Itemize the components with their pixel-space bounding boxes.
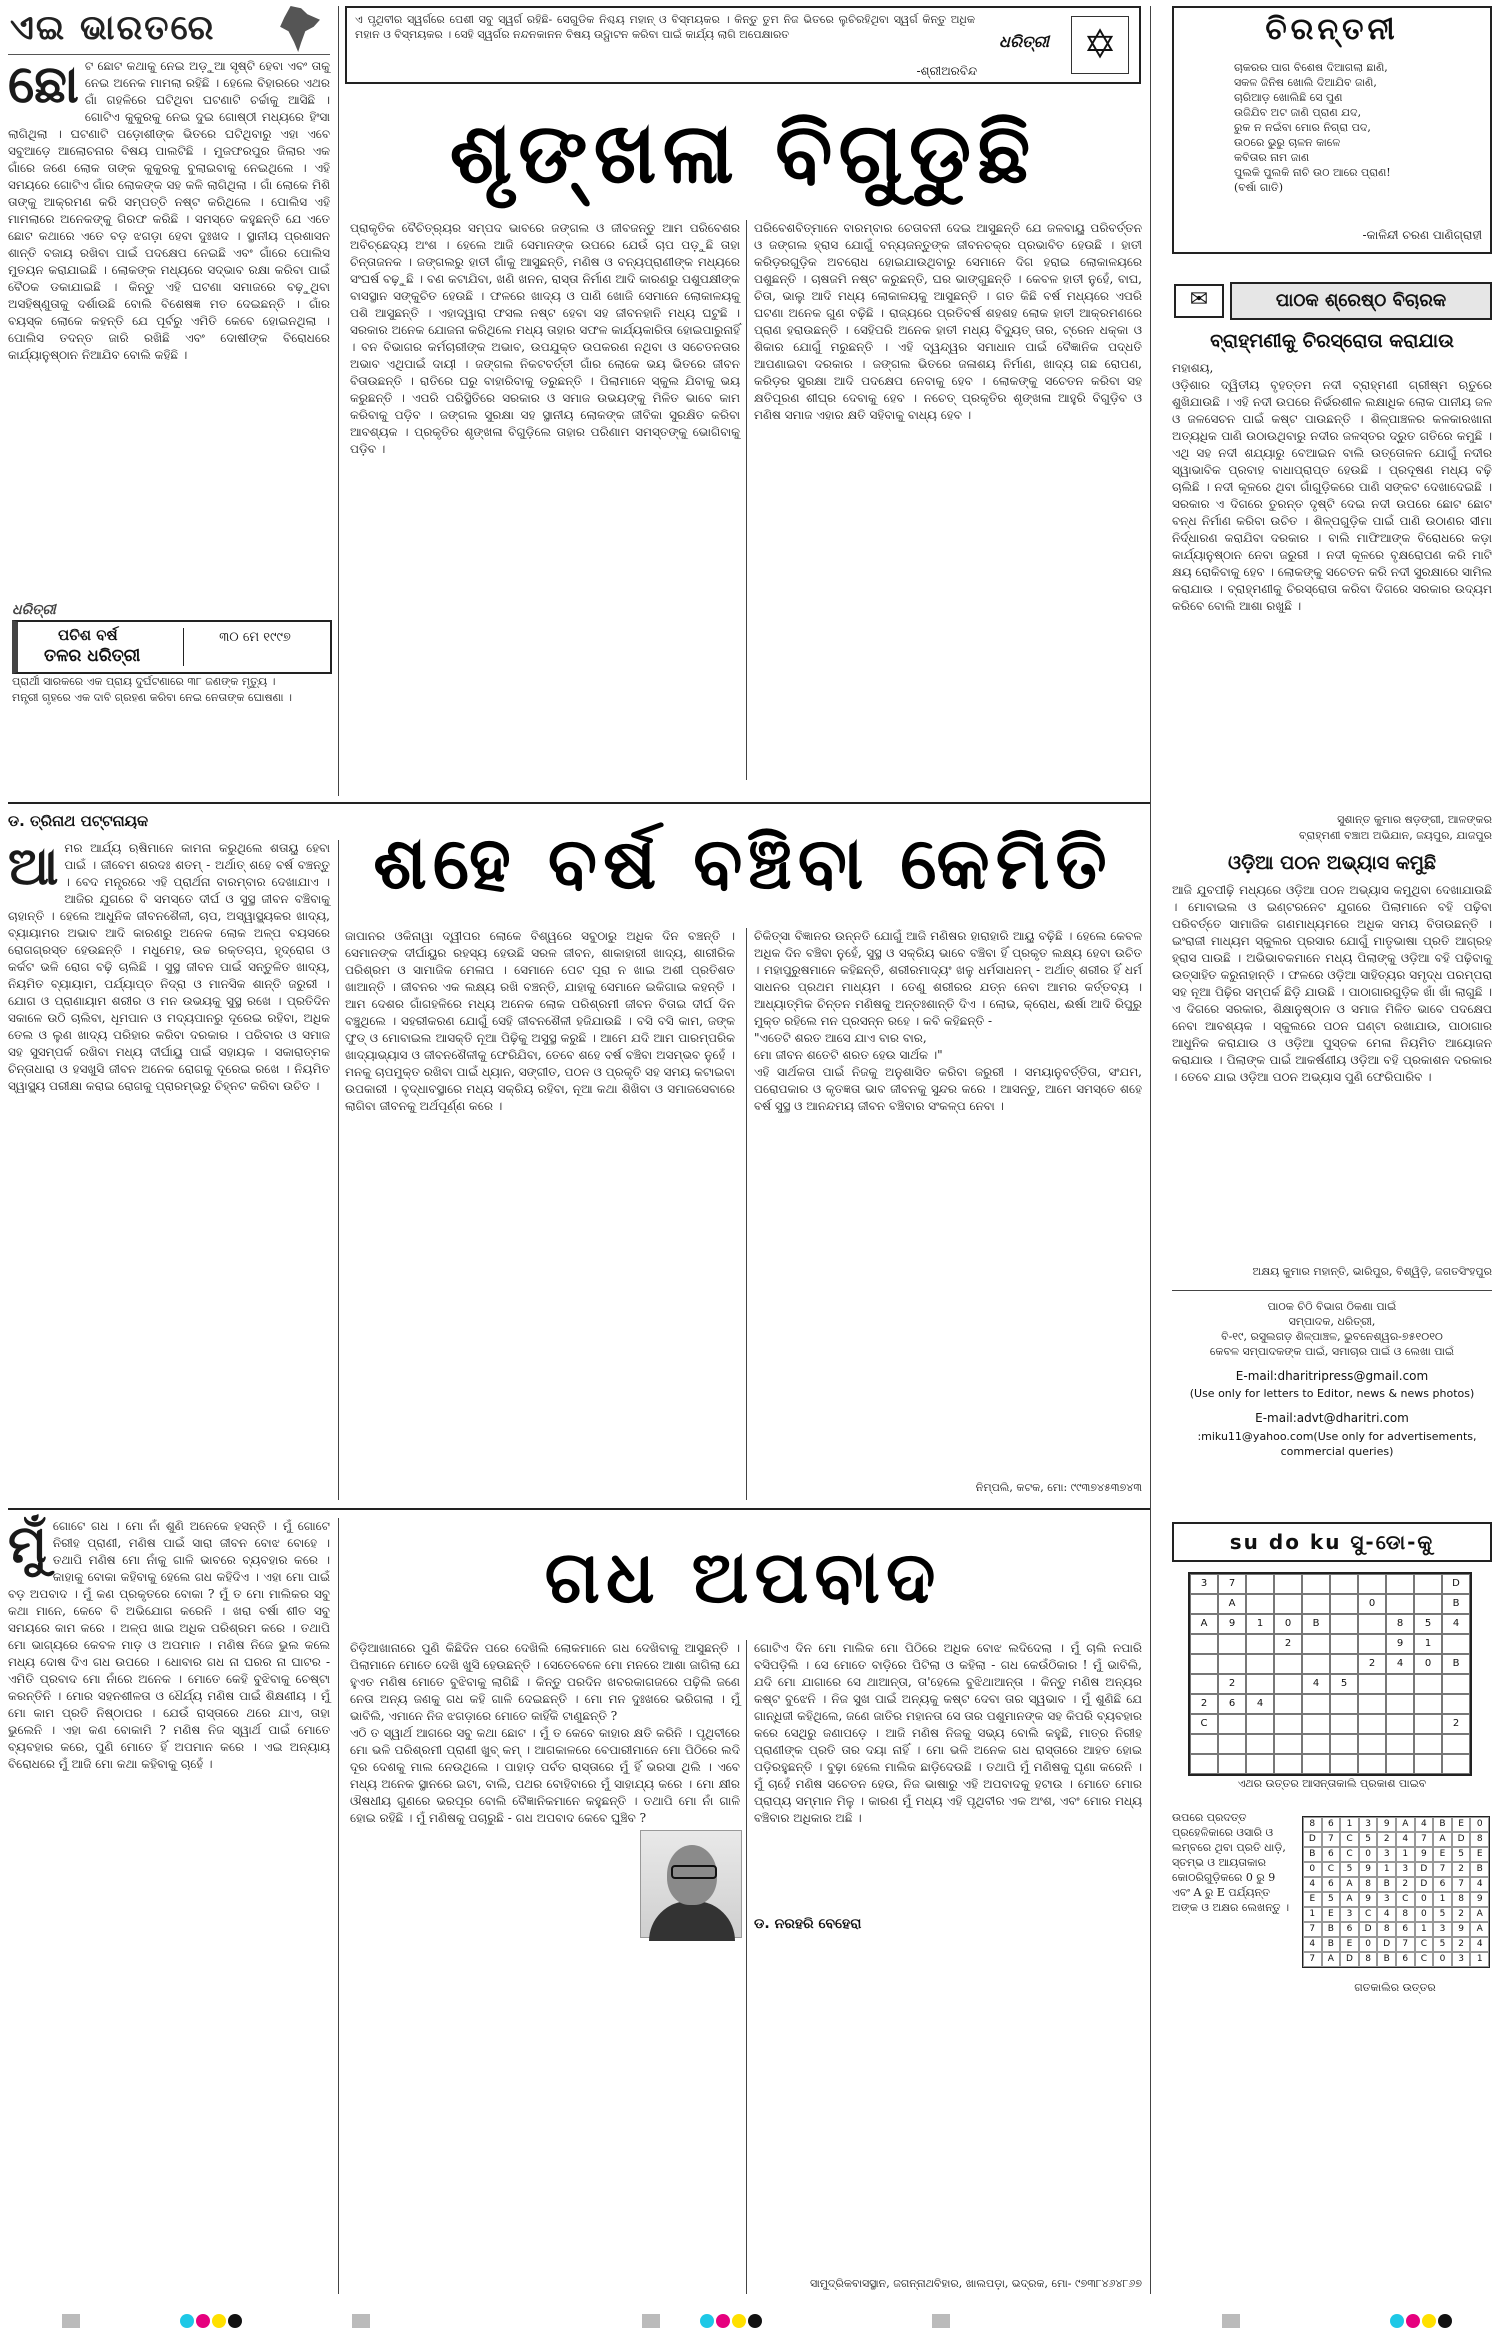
solution-cell: 9: [1452, 1922, 1471, 1937]
sudoku-cell[interactable]: [1358, 1714, 1386, 1734]
print-mark-4: [932, 2314, 950, 2328]
contact-email-one[interactable]: E-mail:dharitripress@gmail.com: [1235, 1369, 1429, 1383]
sudoku-cell[interactable]: [1274, 1574, 1302, 1594]
sudoku-cell[interactable]: [1414, 1574, 1442, 1594]
sudoku-cell[interactable]: [1218, 1734, 1246, 1754]
column-rule-7: [746, 1640, 747, 2294]
solution-cell: 1: [1396, 1847, 1415, 1862]
solution-cell: 8: [1396, 1907, 1415, 1922]
solution-cell: A: [1470, 1907, 1489, 1922]
letter-two-title: ଓଡ଼ିଆ ପଠନ ଅଭ୍ୟାସ କମୁଛି: [1227, 852, 1437, 874]
sudoku-cell[interactable]: [1414, 1754, 1442, 1774]
sudoku-cell[interactable]: [1386, 1674, 1414, 1694]
solution-cell: A: [1340, 1877, 1359, 1892]
sudoku-cell[interactable]: [1190, 1754, 1218, 1774]
sudoku-cell[interactable]: 8: [1386, 1614, 1414, 1634]
solution-cell: 8: [1470, 1832, 1489, 1847]
india-map-icon: [278, 6, 320, 52]
solution-cell: 6: [1396, 1922, 1415, 1937]
sudoku-cell[interactable]: 0: [1274, 1614, 1302, 1634]
solution-cell: 2: [1452, 1862, 1471, 1877]
registration-dot-black-2: [748, 2314, 762, 2328]
registration-dot-black-3: [1438, 2314, 1452, 2328]
solution-cell: 4: [1303, 1937, 1322, 1952]
sudoku-cell[interactable]: 2: [1274, 1634, 1302, 1654]
sudoku-cell[interactable]: [1386, 1574, 1414, 1594]
registration-dot-cyan: [180, 2314, 194, 2328]
sudoku-cell[interactable]: [1218, 1754, 1246, 1774]
chirantani-author: -କାଳିନ୍ଦୀ ଚରଣ ପାଣିଗ୍ରାହୀ: [1362, 228, 1482, 242]
solution-cell: 5: [1433, 1907, 1452, 1922]
chirantani-title: ଚିରନ୍ତନୀ: [1265, 12, 1399, 47]
sudoku-cell[interactable]: [1246, 1594, 1274, 1614]
sudoku-cell[interactable]: 4: [1442, 1614, 1470, 1634]
solution-cell: 8: [1359, 1952, 1378, 1967]
headline-one-title: ଶୃଙ୍ଖଳା ବିଗୁଡୁଛି: [449, 104, 1037, 202]
solution-cell: 9: [1377, 1817, 1396, 1832]
solution-cell: B: [1303, 1847, 1322, 1862]
solution-cell: 5: [1340, 1862, 1359, 1877]
envelope-icon: ✉: [1174, 284, 1224, 318]
sudoku-cell[interactable]: [1414, 1714, 1442, 1734]
letter-two-sign: ଅକ୍ଷୟ କୁମାର ମହାନ୍ତି, ଭାରିପୁର, ବିଶ୍ୱିଡ଼ି, ଜଗତସିଂହପୁର: [1252, 1265, 1492, 1278]
solution-cell: 5: [1322, 1892, 1341, 1907]
sudoku-cell[interactable]: 4: [1246, 1694, 1274, 1714]
solution-cell: B: [1470, 1862, 1489, 1877]
headline-three-title: ଗଧ ଅପବାଦ: [544, 1535, 942, 1619]
sudoku-cell[interactable]: [1386, 1734, 1414, 1754]
solution-cell: 7: [1322, 1832, 1341, 1847]
section-rule-bottom-top: [8, 1508, 1150, 1510]
sudoku-cell[interactable]: [1386, 1694, 1414, 1714]
headline-two-col-one: [8, 837, 334, 1500]
headline-two-title: ଶହେ ବର୍ଷ ବଞ୍ଚିବା କେମିତି: [373, 821, 1113, 905]
sudoku-cell[interactable]: [1442, 1694, 1470, 1714]
sudoku-cell[interactable]: [1386, 1754, 1414, 1774]
solution-cell: D: [1415, 1862, 1434, 1877]
solution-cell: D: [1377, 1937, 1396, 1952]
solution-cell: 3: [1377, 1892, 1396, 1907]
sudoku-cell[interactable]: [1330, 1574, 1358, 1594]
solution-cell: 8: [1303, 1817, 1322, 1832]
solution-cell: D: [1415, 1877, 1434, 1892]
registration-dot-yellow-2: [732, 2314, 746, 2328]
sudoku-cell[interactable]: [1190, 1674, 1218, 1694]
sudoku-cell[interactable]: [1274, 1654, 1302, 1674]
sudoku-cell[interactable]: [1358, 1734, 1386, 1754]
headline-three-col-two: ଚିଡ଼ିଆଖାନାରେ ପୁଣି କିଛିଦିନ ପରେ ଦେଖିଲି ଲୋକମାନେ ଗଧ ଦେଖିବାକୁ ଆସୁଛନ୍ତି । ପିଲାମାନେ ମୋତେ ଦେଖି ଖୁସି ହେଉଛନ୍ତି । ସେତେବେଳେ ମୋ ମନରେ ଆଶା ଜାଗିଲା ଯେ ହୁଏତ ମଣିଷ ମୋତେ ବୁଝିବାକୁ ଲାଗିଛି । କିନ୍ତୁ ପରଦିନ ଖବରକାଗଜରେ ପଢ଼ିଲି ଜଣେ ନେତା ଅନ୍ୟ ଜଣକୁ ଗଧ କହି ଗାଳି ଦେଇଛନ୍ତି । ମୋ ମନ ଦୁଃଖରେ ଭରିଗଲା । ମୁଁ ଭାବିଲି, ଏମାନେ ନିଜ ଝଗଡ଼ାରେ ମୋତେ କାହିଁକି ଟାଣୁଛନ୍ତି ? ଏଠି ତ ସ୍ୱାର୍ଥ ଆଗରେ ସବୁ କଥା ଛୋଟ । ମୁଁ ତ କେବେ କାହାର କ୍ଷତି କରିନି । ପୃଥିବୀରେ ମୋ ଭଳି ପରିଶ୍ରମୀ ପ୍ରାଣୀ ଖୁବ୍ କମ୍ । ଆଗକାଳରେ ବେପାରୀମାନେ ମୋ ପିଠିରେ ଲଦି ଦୂର ଦେଶକୁ ମାଲ ନେଉଥିଲେ । ପାହାଡ଼ ପର୍ବତ ରାସ୍ତାରେ ମୁଁ ହିଁ ଭରସା ଥିଲି । ଏବେ ମଧ୍ୟ ଅନେକ ସ୍ଥାନରେ ଇଟା, ବାଲି, ପଥର ବୋହିବାରେ ମୁଁ ସାହାଯ୍ୟ କରେ । ମୋ କ୍ଷୀର ଔଷଧୀୟ ଗୁଣରେ ଭରପୂର ବୋଲି ବୈଜ୍ଞାନିକମାନେ କହୁଛନ୍ତି । ତଥାପି ମୋ ନାଁ ଗାଳି ହୋଇ ରହିଛି । ମୁଁ ମଣିଷକୁ ପଚାରୁଛି - ଗଧ ଅପବାଦ କେବେ ଘୁଞ୍ଚିବ ?: [350, 1641, 740, 1825]
registration-dot-yellow: [212, 2314, 226, 2328]
solution-cell: 3: [1359, 1817, 1378, 1832]
sudoku-cell[interactable]: [1302, 1594, 1330, 1614]
sudoku-caption: ଏଥର ଉତ୍ତର ଆସନ୍ତାକାଲି ପ୍ରକାଶ ପାଇବ: [1237, 1777, 1427, 1790]
sudoku-cell[interactable]: [1386, 1594, 1414, 1614]
solution-cell: 9: [1415, 1847, 1434, 1862]
solution-cell: 6: [1340, 1922, 1359, 1937]
sudoku-cell[interactable]: [1302, 1694, 1330, 1714]
headline-two-dropcap: ଆ: [8, 837, 59, 897]
solution-cell: E: [1452, 1817, 1471, 1832]
sudoku-cell[interactable]: [1246, 1754, 1274, 1774]
sudoku-cell[interactable]: [1274, 1694, 1302, 1714]
sudoku-cell[interactable]: 4: [1302, 1674, 1330, 1694]
sudoku-cell[interactable]: B: [1302, 1614, 1330, 1634]
sudoku-cell[interactable]: 2: [1190, 1694, 1218, 1714]
solution-cell: 4: [1377, 1907, 1396, 1922]
sudoku-solution-grid: [1302, 1816, 1490, 1968]
sudoku-cell[interactable]: 0: [1358, 1594, 1386, 1614]
sudoku-cell[interactable]: [1246, 1574, 1274, 1594]
sudoku-cell[interactable]: [1414, 1694, 1442, 1714]
flashback-divider: [183, 628, 184, 666]
letter-one-title: ବ୍ରାହ୍ମଣୀକୁ ଚିରସ୍ରୋତା କରାଯାଉ: [1210, 330, 1454, 352]
sudoku-cell[interactable]: 2: [1358, 1654, 1386, 1674]
headline-three-address: ସାମୁଦ୍ରିକବାସସ୍ଥାନ, ଜଗନ୍ନାଥବିହାର, ଖାଲପଡ଼ା, ଭଦ୍ରକ, ମୋ- ୯୭୩୮୪୬୪୮୬୭: [810, 2277, 1142, 2290]
sudoku-cell[interactable]: 0: [1414, 1654, 1442, 1674]
sudoku-cell[interactable]: 2: [1218, 1674, 1246, 1694]
headline-two-byline: ଡ. ତ୍ରିନାଥ ପଟ୍ଟନାୟକ: [8, 812, 149, 830]
solution-cell: 6: [1396, 1952, 1415, 1967]
solution-cell: 0: [1303, 1862, 1322, 1877]
column-rule-6: [338, 1518, 339, 2294]
sudoku-cell[interactable]: 3: [1190, 1574, 1218, 1594]
registration-dot-magenta: [196, 2314, 210, 2328]
sudoku-cell[interactable]: [1274, 1714, 1302, 1734]
sudoku-cell[interactable]: C: [1190, 1714, 1218, 1734]
solution-cell: 0: [1433, 1952, 1452, 1967]
solution-cell: D: [1303, 1832, 1322, 1847]
sudoku-cell[interactable]: [1358, 1634, 1386, 1654]
sudoku-cell[interactable]: A: [1218, 1594, 1246, 1614]
sudoku-cell[interactable]: 6: [1218, 1694, 1246, 1714]
sudoku-cell[interactable]: [1330, 1754, 1358, 1774]
solution-cell: 3: [1377, 1847, 1396, 1862]
headline-three-byline: ଡ. ନରହରି ବେହେରା: [754, 1916, 862, 1932]
column-rule-1: [338, 6, 339, 796]
quote-author: -ଶ୍ରୀଅରବିନ୍ଦ: [916, 64, 977, 78]
sudoku-solution-label: ଗତକାଲିର ଉତ୍ତର: [1354, 1981, 1436, 1994]
sudoku-cell[interactable]: [1274, 1754, 1302, 1774]
solution-cell: 4: [1470, 1877, 1489, 1892]
sudoku-cell[interactable]: [1218, 1654, 1246, 1674]
photo-glasses: [671, 1865, 717, 1879]
sudoku-cell[interactable]: [1246, 1674, 1274, 1694]
sudoku-cell[interactable]: 1: [1414, 1634, 1442, 1654]
sudoku-title: su do ku ସୁ-ଡୋ-କୁ: [1172, 1522, 1492, 1562]
sudoku-cell[interactable]: [1302, 1714, 1330, 1734]
newspaper-logo: ଧରିତ୍ରୀ: [999, 32, 1049, 51]
solution-cell: 9: [1359, 1892, 1378, 1907]
solution-cell: 4: [1470, 1937, 1489, 1952]
solution-cell: C: [1415, 1937, 1434, 1952]
solution-cell: 7: [1415, 1832, 1434, 1847]
sudoku-cell[interactable]: B: [1442, 1654, 1470, 1674]
contact-email-three[interactable]: :miku11@yahoo.com(Use only for advertisements, commercial queries): [1197, 1430, 1477, 1458]
sudoku-cell[interactable]: [1302, 1734, 1330, 1754]
sudoku-cell[interactable]: D: [1442, 1574, 1470, 1594]
sudoku-cell[interactable]: [1246, 1654, 1274, 1674]
solution-cell: 2: [1377, 1832, 1396, 1847]
sudoku-cell[interactable]: [1190, 1654, 1218, 1674]
sudoku-cell[interactable]: [1386, 1714, 1414, 1734]
flashback-label-one: ପଚିଶ ବର୍ଷ: [58, 626, 118, 644]
sudoku-cell[interactable]: [1358, 1614, 1386, 1634]
contact-lines: ପାଠକ ଚିଠି ବିଭାଗ ଠିକଣା ପାଇଁ ସମ୍ପାଦକ, ଧରିତ୍ରୀ, ବି-୧୯, ରସୁଲଗଡ଼ ଶିଳ୍ପାଞ୍ଚଳ, ଭୁବନେଶ୍ୱର-୭୫୧୦୧୦ କେବଳ ସମ୍ପାଦକଙ୍କ ପାଇଁ, ସମାଚାର ପାଇଁ ଓ ଲେଖା ପାଇଁ: [1209, 1300, 1455, 1358]
flashback-date: ୩୦ ମେ ୧୯୯୭: [219, 630, 291, 645]
print-mark-5: [1222, 2314, 1240, 2328]
solution-cell: 9: [1470, 1892, 1489, 1907]
solution-cell: 4: [1396, 1832, 1415, 1847]
solution-cell: B: [1377, 1952, 1396, 1967]
print-mark-1: [62, 2314, 80, 2328]
headline-three-dropcap: ମୁଁ: [8, 1515, 47, 1575]
solution-cell: 5: [1359, 1832, 1378, 1847]
column-rule-3: [1150, 6, 1151, 1536]
article-one-dropcap: ଛୋ: [8, 55, 79, 115]
headline-one-col-two: ପରିବେଶବିତ୍ମାନେ ବାରମ୍ବାର ଚେତାବନୀ ଦେଇ ଆସୁଛନ୍ତି ଯେ ଜଳବାୟୁ ପରିବର୍ତ୍ତନ ଓ ଜଙ୍ଗଲ ହ୍ରାସ ଯୋଗୁଁ ବନ୍ୟଜନ୍ତୁଙ୍କ ଜୀବନଚକ୍ର ପ୍ରଭାବିତ ହେଉଛି । ହାତୀ କରିଡ଼ରଗୁଡ଼ିକ ଅବରୋଧ ହୋଇଯାଉଥିବାରୁ ସେମାନେ ଦିଗ ହରାଇ ଲୋକାଳୟରେ ପଶୁଛନ୍ତି । ଚାଷଜମି ନଷ୍ଟ କରୁଛନ୍ତି, ଘର ଭାଙ୍ଗୁଛନ୍ତି । କେବଳ ହାତୀ ନୁହେଁ, ବାଘ, ଚିତା, ଭାଲୁ ଆଦି ମଧ୍ୟ ଲୋକାଳୟକୁ ଆସୁଛନ୍ତି । ଗତ କିଛି ବର୍ଷ ମଧ୍ୟରେ ଏପରି ଘଟଣା ଅନେକ ଗୁଣ ବଢ଼ିଛି । ରାଜ୍ୟରେ ପ୍ରତିବର୍ଷ ଶହଶହ ଲୋକ ହାତୀ ଆକ୍ରମଣରେ ପ୍ରାଣ ହରାଉଛନ୍ତି । ସେହିପରି ଅନେକ ହାତୀ ମଧ୍ୟ ବିଦ୍ୟୁତ୍ ତାର, ଟ୍ରେନ ଧକ୍କା ଓ ଶିକାର ଯୋଗୁଁ ମରୁଛନ୍ତି । ଏହି ଦ୍ୱନ୍ଦ୍ୱର ସମାଧାନ ପାଇଁ ବୈଜ୍ଞାନିକ ପଦ୍ଧତି ଆପଣାଇବା ଦରକାର । ଜଙ୍ଗଲ ଭିତରେ ଜଳାଶୟ ନିର୍ମାଣ, ଖାଦ୍ୟ ଗଛ ରୋପଣ, କରିଡ଼ର ସୁରକ୍ଷା ଆଦି ପଦକ୍ଷେପ ନେବାକୁ ହେବ । ଲୋକଙ୍କୁ ସଚେତନ କରିବା ସହ କ୍ଷତିପୂରଣ ଶୀଘ୍ର ଦେବାକୁ ହେବ । ନଚେତ୍ ପ୍ରକୃତିର ଶୃଙ୍ଖଳା ଆହୁରି ବିଗୁଡ଼ିବ ଓ ମଣିଷ ସମାଜ ଏହାର କ୍ଷତି ସହିବାକୁ ବାଧ୍ୟ ହେବ ।: [754, 221, 1146, 422]
solution-cell: 3: [1433, 1922, 1452, 1937]
solution-cell: 1: [1470, 1952, 1489, 1967]
solution-cell: B: [1377, 1877, 1396, 1892]
solution-cell: B: [1322, 1937, 1341, 1952]
solution-cell: E: [1340, 1937, 1359, 1952]
solution-cell: 8: [1452, 1892, 1471, 1907]
sudoku-cell[interactable]: [1330, 1734, 1358, 1754]
letters-banner-title: ପାଠକ ଶ୍ରେଷ୍ଠ ବିଚାରକ: [1230, 282, 1492, 320]
sudoku-cell[interactable]: 5: [1330, 1674, 1358, 1694]
headline-two-col-two: ଜାପାନର ଓକିନାୱା ଦ୍ୱୀପର ଲୋକେ ବିଶ୍ୱରେ ସବୁଠାରୁ ଅଧିକ ଦିନ ବଞ୍ଚନ୍ତି । ସେମାନଙ୍କ ଦୀର୍ଘାୟୁର ରହସ୍ୟ ହେଉଛି ସରଳ ଜୀବନ, ଶାକାହାରୀ ଖାଦ୍ୟ, ଶାରୀରିକ ପରିଶ୍ରମ ଓ ସାମାଜିକ ମେଳାପ । ସେମାନେ ପେଟ ପୂରା ନ ଖାଇ ଅଶୀ ପ୍ରତିଶତ ଖାଆନ୍ତି । ଜୀବନର ଏକ ଲକ୍ଷ୍ୟ ରଖି ବଞ୍ଚନ୍ତି, ଯାହାକୁ ସେମାନେ ଇକିଗାଇ କହନ୍ତି । ଆମ ଦେଶର ଗାଁଗହଳିରେ ମଧ୍ୟ ଅନେକ ଲୋକ ପରିଶ୍ରମୀ ଜୀବନ ବିତାଇ ଦୀର୍ଘ ଦିନ ବଞ୍ଚୁଥିଲେ । ସହରୀକରଣ ଯୋଗୁଁ ସେହି ଜୀବନଶୈଳୀ ହଜିଯାଉଛି । ବସି ବସି କାମ, ଜଙ୍କ ଫୁଡ୍ ଓ ମୋବାଇଲ ଆସକ୍ତି ନୂଆ ପିଢ଼ିକୁ ଅସୁସ୍ଥ କରୁଛି । ଆମେ ଯଦି ଆମ ପାରମ୍ପରିକ ଖାଦ୍ୟାଭ୍ୟାସ ଓ ଜୀବନଶୈଳୀକୁ ଫେରିଯିବା, ତେବେ ଶହେ ବର୍ଷ ବଞ୍ଚିବା ଅସମ୍ଭବ ନୁହେଁ । ମନକୁ ଚାପମୁକ୍ତ ରଖିବା ପାଇଁ ଧ୍ୟାନ, ସଙ୍ଗୀତ, ପଠନ ଓ ପ୍ରକୃତି ସହ ସମୟ କଟାଇବା ଉପକାରୀ । ବୃଦ୍ଧାବସ୍ଥାରେ ମଧ୍ୟ ସକ୍ରିୟ ରହିବା, ନୂଆ କଥା ଶିଖିବା ଓ ସମାଜସେବାରେ ଲାଗିବା ଜୀବନକୁ ଅର୍ଥପୂର୍ଣ୍ଣ କରେ ।: [345, 929, 739, 1113]
solution-cell: 0: [1359, 1937, 1378, 1952]
solution-cell: A: [1396, 1817, 1415, 1832]
solution-cell: D: [1452, 1832, 1471, 1847]
solution-cell: 2: [1396, 1877, 1415, 1892]
solution-cell: 8: [1359, 1877, 1378, 1892]
solution-cell: 1: [1433, 1892, 1452, 1907]
letter-one-sign-two: ବ୍ରାହ୍ମଣୀ ବଞ୍ଚାଅ ଅଭିଯାନ, ଜୟପୁର, ଯାଜପୁର: [1298, 829, 1492, 842]
registration-dot-cyan-2: [700, 2314, 714, 2328]
chirantani-box: [1172, 6, 1492, 254]
solution-cell: 2: [1452, 1907, 1471, 1922]
solution-cell: B: [1433, 1817, 1452, 1832]
flashback-box: [8, 602, 330, 712]
solution-cell: 2: [1452, 1937, 1471, 1952]
solution-cell: B: [1322, 1922, 1341, 1937]
solution-cell: 5: [1452, 1847, 1471, 1862]
solution-cell: 6: [1322, 1847, 1341, 1862]
solution-cell: 3: [1452, 1952, 1471, 1967]
registration-dot-black: [228, 2314, 242, 2328]
letter-two-body: ଆଜି ଯୁବପୀଢ଼ି ମଧ୍ୟରେ ଓଡ଼ିଆ ପଠନ ଅଭ୍ୟାସ କମୁଥିବା ଦେଖାଯାଉଛି । ମୋବାଇଲ ଓ ଇଣ୍ଟରନେଟ ଯୁଗରେ ପିଲାମାନେ ବହି ପଢ଼ିବା ପରିବର୍ତ୍ତେ ସାମାଜିକ ଗଣମାଧ୍ୟମରେ ଅଧିକ ସମୟ ବିତାଉଛନ୍ତି । ଇଂରାଜୀ ମାଧ୍ୟମ ସ୍କୁଲର ପ୍ରସାର ଯୋଗୁଁ ମାତୃଭାଷା ପ୍ରତି ଆଗ୍ରହ ହ୍ରାସ ପାଉଛି । ଅଭିଭାବକମାନେ ମଧ୍ୟ ପିଲାଙ୍କୁ ଓଡ଼ିଆ ବହି ପଢ଼ିବାକୁ ଉତ୍ସାହିତ କରୁନାହାନ୍ତି । ଫଳରେ ଓଡ଼ିଆ ସାହିତ୍ୟର ସମୃଦ୍ଧ ପରମ୍ପରା ସହ ନୂଆ ପିଢ଼ିର ସମ୍ପର୍କ ଛିଡ଼ି ଯାଉଛି । ପାଠାଗାରଗୁଡ଼ିକ ଖାଁ ଖାଁ ଲାଗୁଛି । ଏ ଦିଗରେ ସରକାର, ଶିକ୍ଷାନୁଷ୍ଠାନ ଓ ସମାଜ ମିଳିତ ଭାବେ ପଦକ୍ଷେପ ନେବା ଆବଶ୍ୟକ । ସ୍କୁଲରେ ପଠନ ଘଣ୍ଟା ରଖାଯାଉ, ପାଠାଗାର ଆଧୁନିକ କରାଯାଉ ଓ ଓଡ଼ିଆ ପୁସ୍ତକ ମେଳା ନିୟମିତ ଆୟୋଜନ କରାଯାଉ । ପିଲାଙ୍କ ପାଇଁ ଆକର୍ଷଣୀୟ ଓଡ଼ିଆ ବହି ପ୍ରକାଶନ ଦରକାର । ତେବେ ଯାଇ ଓଡ଼ିଆ ପଠନ ଅଭ୍ୟାସ ପୁଣି ଫେରିପାରିବ ।: [1172, 883, 1496, 1084]
sudoku-cell[interactable]: [1330, 1694, 1358, 1714]
solution-cell: 4: [1303, 1877, 1322, 1892]
solution-cell: A: [1322, 1952, 1341, 1967]
flashback-item-one: ପ୍ରାର୍ଥୀ ସାରକରେ ଏକ ପ୍ରାୟ ଦୁର୍ଘଟଣାରେ ୩୮ ଜଣଙ୍କ ମୃତ୍ୟୁ ।: [12, 675, 276, 688]
sudoku-cell[interactable]: 4: [1386, 1654, 1414, 1674]
sudoku-cell[interactable]: [1442, 1754, 1470, 1774]
solution-cell: A: [1470, 1922, 1489, 1937]
solution-cell: C: [1322, 1862, 1341, 1877]
solution-cell: 1: [1415, 1922, 1434, 1937]
solution-cell: 4: [1415, 1817, 1434, 1832]
column-rule-8: [1150, 1518, 1151, 2294]
sudoku-cell[interactable]: [1302, 1754, 1330, 1774]
sudoku-cell[interactable]: 1: [1246, 1614, 1274, 1634]
sudoku-cell[interactable]: [1246, 1714, 1274, 1734]
headline-three-col-one-text: ଗୋଟେ ଗଧ । ମୋ ନାଁ ଶୁଣି ଅନେକେ ହସନ୍ତି । ମୁଁ ଗୋଟେ ନିରୀହ ପ୍ରାଣୀ, ମଣିଷ ପାଇଁ ସାରା ଜୀବନ ବୋଝ ବୋହେ । ତଥାପି ମଣିଷ ମୋ ନାଁକୁ ଗାଳି ଭାବରେ ବ୍ୟବହାର କରେ । କାହାକୁ ବୋକା କହିବାକୁ ହେଲେ ଗଧ କହିଦିଏ । ଏହା ମୋ ପାଇଁ ବଡ଼ ଅପବାଦ । ମୁଁ କଣ ପ୍ରକୃତରେ ବୋକା ? ମୁଁ ତ ମୋ ମାଲିକର ସବୁ କଥା ମାନେ, କେବେ ବି ଅଭିଯୋଗ କରେନି । ଖରା ବର୍ଷା ଶୀତ ସବୁ ସମୟରେ କାମ କରେ । ଅଳ୍ପ ଖାଇ ଅଧିକ ପରିଶ୍ରମ କରେ । ତଥାପି ମୋ ଭାଗ୍ୟରେ କେବଳ ମାଡ଼ ଓ ଅପମାନ । ମଣିଷ ନିଜେ ଭୁଲ କଲେ ମଧ୍ୟ ଦୋଷ ଦିଏ ଗଧ ଉପରେ । ଧୋବାର ଗଧ ନା ଘରର ନା ଘାଟର - ଏମିତି ପ୍ରବାଦ ମୋ ନାଁରେ ଅନେକ । ମୋତେ କେହି ବୁଝିବାକୁ ଚେଷ୍ଟା କରନ୍ତିନି । ମୋର ସହନଶୀଳତା ଓ ଧୈର୍ଯ୍ୟ ମଣିଷ ପାଇଁ ଶିକ୍ଷଣୀୟ । ମୁଁ ମୋ କାମ ପ୍ରତି ନିଷ୍ଠାପର । ଯେଉଁ ରାସ୍ତାରେ ଥରେ ଯାଏ, ତାହା ଭୁଲେନି । ଏହା କଣ ବୋକାମି ? ମଣିଷ ନିଜ ସ୍ୱାର୍ଥ ପାଇଁ ମୋତେ ବ୍ୟବହାର କରେ, ପୁଣି ମୋତେ ହିଁ ଅପମାନ କରେ । ଏଇ ଅନ୍ୟାୟ ବିରୋଧରେ ମୁଁ ଆଜି ମୋ କଥା କହିବାକୁ ଚାହେଁ ।: [8, 1519, 334, 1771]
flashback-badge: ଧରିତ୍ରୀ: [12, 602, 56, 618]
flashback-item-two: ମନ୍ତ୍ରୀ ଗୃହରେ ଏକ ଦାବି ଗ୍ରହଣ କରିବା ନେଇ ନେତାଙ୍କ ଘୋଷଣା ।: [12, 691, 292, 704]
solution-cell: E: [1433, 1847, 1452, 1862]
sudoku-cell[interactable]: [1358, 1754, 1386, 1774]
sudoku-cell[interactable]: [1414, 1674, 1442, 1694]
sudoku-cell[interactable]: 2: [1442, 1714, 1470, 1734]
solution-cell: A: [1340, 1892, 1359, 1907]
registration-dot-magenta-2: [716, 2314, 730, 2328]
letters-banner: [1172, 280, 1492, 320]
flashback-label-box: [12, 620, 332, 674]
solution-cell: E: [1322, 1907, 1341, 1922]
headline-two-col-three: ଚିକିତ୍ସା ବିଜ୍ଞାନର ଉନ୍ନତି ଯୋଗୁଁ ଆଜି ମଣିଷର ହାରାହାରି ଆୟୁ ବଢ଼ିଛି । ହେଲେ କେବଳ ଅଧିକ ଦିନ ବଞ୍ଚିବା ନୁହେଁ, ସୁସ୍ଥ ଓ ସକ୍ରିୟ ଭାବେ ବଞ୍ଚିବା ହିଁ ପ୍ରକୃତ ଲକ୍ଷ୍ୟ ହେବା ଉଚିତ । ମହାପୁରୁଷମାନେ କହିଛନ୍ତି, ଶରୀରମାଦ୍ୟଂ ଖଳୁ ଧର୍ମସାଧନମ୍ - ଅର୍ଥାତ୍ ଶରୀର ହିଁ ଧର୍ମ ସାଧନର ପ୍ରଥମ ମାଧ୍ୟମ । ତେଣୁ ଶରୀରର ଯତ୍ନ ନେବା ଆମର କର୍ତ୍ତବ୍ୟ । ଆଧ୍ୟାତ୍ମିକ ଚିନ୍ତନ ମଣିଷକୁ ଅନ୍ତଃଶାନ୍ତି ଦିଏ । ଲୋଭ, କ୍ରୋଧ, ଈର୍ଷା ଆଦି ରିପୁରୁ ମୁକ୍ତ ରହିଲେ ମନ ପ୍ରସନ୍ନ ରହେ । କବି କହିଛନ୍ତି - "ଏତେଟି ଶରତ ଆସେ ଯାଏ ବାର ବାର, ମୋ ଜୀବନ ଶତେଟି ଶରତ ହେଉ ସାର୍ଥକ ।" ଏହି ସାର୍ଥକତା ପାଇଁ ନିଜକୁ ଅନୁଶାସିତ କରିବା ଜରୁରୀ । ସମୟାନୁବର୍ତ୍ତିତା, ସଂଯମ, ପରୋପକାର ଓ କୃତଜ୍ଞତା ଭାବ ଜୀବନକୁ ସୁନ୍ଦର କରେ । ଆସନ୍ତୁ, ଆମେ ସମସ୍ତେ ଶହେ ବର୍ଷ ସୁସ୍ଥ ଓ ଆନନ୍ଦମୟ ଜୀବନ ବଞ୍ଚିବାର ସଂକଳ୍ପ ନେବା ।: [754, 929, 1142, 1113]
solution-cell: 1: [1303, 1907, 1322, 1922]
sudoku-cell[interactable]: 5: [1414, 1614, 1442, 1634]
sudoku-cell[interactable]: 7: [1218, 1574, 1246, 1594]
sudoku-rules: ଉପରେ ପ୍ରଦତ୍ତ ପ୍ରହେଳିକାରେ ଓସାରି ଓ ଲମ୍ବରେ ଥିବା ପ୍ରତି ଧାଡ଼ି, ସ୍ତମ୍ଭ ଓ ଆୟତାକାର କୋଠରିଗୁଡ଼ିକରେ 0 ରୁ 9 ଏବଂ A ରୁ E ପର୍ଯ୍ୟନ୍ତ ଅଙ୍କ ଓ ଅକ୍ଷର ଲେଖନ୍ତୁ ।: [1172, 1811, 1290, 1914]
solution-cell: 9: [1359, 1862, 1378, 1877]
sudoku-cell[interactable]: [1330, 1614, 1358, 1634]
section-masthead: [8, 6, 323, 52]
contact-email-two[interactable]: E-mail:advt@dharitri.com: [1255, 1411, 1409, 1425]
sudoku-cell[interactable]: [1302, 1654, 1330, 1674]
solution-cell: 3: [1340, 1907, 1359, 1922]
star-emblem-icon: ✡: [1071, 16, 1129, 74]
headline-one-col-one: ପ୍ରାକୃତିକ ବୈଚିତ୍ର୍ୟର ସମ୍ପଦ ଭାବରେ ଜଙ୍ଗଲ ଓ ଜୀବଜନ୍ତୁ ଆମ ପରିବେଶର ଅବିଚ୍ଛେଦ୍ୟ ଅଂଶ । ହେଲେ ଆଜି ସେମାନଙ୍କ ଉପରେ ଯେଉଁ ଚାପ ପଡ଼ୁଛି ତାହା ଚିନ୍ତାଜନକ । ଜଙ୍ଗଲରୁ ହାତୀ ଗାଁକୁ ଆସୁଛନ୍ତି, ମଣିଷ ଓ ବନ୍ୟପ୍ରାଣୀଙ୍କ ମଧ୍ୟରେ ସଂଘର୍ଷ ବଢ଼ୁଛି । ବଣ କଟାଯିବା, ଖଣି ଖନନ, ରାସ୍ତା ନିର୍ମାଣ ଆଦି କାରଣରୁ ପଶୁପକ୍ଷୀଙ୍କ ବାସସ୍ଥାନ ସଙ୍କୁଚିତ ହେଉଛି । ଫଳରେ ଖାଦ୍ୟ ଓ ପାଣି ଖୋଜି ସେମାନେ ଲୋକାଳୟକୁ ପଶି ଆସୁଛନ୍ତି । ଏହାଦ୍ୱାରା ଫସଲ ନଷ୍ଟ ହେବା ସହ ଜୀବନହାନି ମଧ୍ୟ ଘଟୁଛି । ସରକାର ଅନେକ ଯୋଜନା କରିଥିଲେ ମଧ୍ୟ ତାହାର ସଫଳ କାର୍ଯ୍ୟକାରିତା ହୋଇପାରୁନାହିଁ । ବନ ବିଭାଗର କର୍ମଚାରୀଙ୍କ ଅଭାବ, ଉପଯୁକ୍ତ ଉପକରଣ ନଥିବା ଓ ସଚେତନତାର ଅଭାବ ଏଥିପାଇଁ ଦାୟୀ । ଜଙ୍ଗଲ ନିକଟବର୍ତ୍ତୀ ଗାଁର ଲୋକେ ଭୟ ଭିତରେ ଜୀବନ ବିତାଉଛନ୍ତି । ରାତିରେ ଘରୁ ବାହାରିବାକୁ ଡରୁଛନ୍ତି । ପିଲାମାନେ ସ୍କୁଲ ଯିବାକୁ ଭୟ କରୁଛନ୍ତି । ଏପରି ପରିସ୍ଥିତିରେ ସରକାର ଓ ସମାଜ ଉଭୟଙ୍କୁ ମିଳିତ ଭାବେ କାମ କରିବାକୁ ପଡ଼ିବ । ଜଙ୍ଗଲ ସୁରକ୍ଷା ସହ ସ୍ଥାନୀୟ ଲୋକଙ୍କ ଜୀବିକା ସୁରକ୍ଷିତ କରିବା ଆବଶ୍ୟକ । ପ୍ରକୃତିର ଶୃଙ୍ଖଳା ବିଗୁଡ଼ିଲେ ତାହାର ପରିଣାମ ସମସ୍ତଙ୍କୁ ଭୋଗିବାକୁ ପଡ଼ିବ ।: [350, 221, 744, 456]
contact-box: [1172, 1290, 1492, 1510]
solution-cell: 7: [1433, 1862, 1452, 1877]
solution-cell: 8: [1377, 1922, 1396, 1937]
sudoku-cell[interactable]: [1358, 1574, 1386, 1594]
letter-one-body: ମହାଶୟ, ଓଡ଼ିଶାର ଦ୍ୱିତୀୟ ବୃହତ୍ତମ ନଦୀ ବ୍ରାହ୍ମଣୀ ଗ୍ରୀଷ୍ମ ଋତୁରେ ଶୁଖିଯାଉଛି । ଏହି ନଦୀ ଉପରେ ନିର୍ଭରଶୀଳ ଲକ୍ଷାଧିକ ଲୋକ ପାନୀୟ ଜଳ ଓ ଜଳସେଚନ ପାଇଁ କଷ୍ଟ ପାଉଛନ୍ତି । ଶିଳ୍ପାଞ୍ଚଳର କଳକାରଖାନା ଅତ୍ୟଧିକ ପାଣି ଉଠାଉଥିବାରୁ ନଦୀର ଜଳସ୍ତର ଦ୍ରୁତ ଗତିରେ କମୁଛି । ଏଥି ସହ ନଦୀ ଶଯ୍ୟାରୁ ବେଆଇନ ବାଲି ଉତ୍ତୋଳନ ଯୋଗୁଁ ନଦୀର ସ୍ୱାଭାବିକ ପ୍ରବାହ ବାଧାପ୍ରାପ୍ତ ହେଉଛି । ପ୍ରଦୂଷଣ ମଧ୍ୟ ବଢ଼ି ଚାଲିଛି । ନଦୀ କୂଳରେ ଥିବା ଗାଁଗୁଡ଼ିକରେ ପାଣି ସଙ୍କଟ ଦେଖାଦେଇଛି । ସରକାର ଏ ଦିଗରେ ତୁରନ୍ତ ଦୃଷ୍ଟି ଦେଇ ନଦୀ ଉପରେ ଛୋଟ ଛୋଟ ବନ୍ଧ ନିର୍ମାଣ କରିବା ଉଚିତ । ଶିଳ୍ପଗୁଡ଼ିକ ପାଇଁ ପାଣି ଉଠାଣର ସୀମା ନିର୍ଦ୍ଧାରଣ କରାଯିବା ଦରକାର । ବାଲି ମାଫିଆଙ୍କ ବିରୋଧରେ କଡ଼ା କାର୍ଯ୍ୟାନୁଷ୍ଠାନ ନେବା ଜରୁରୀ । ନଦୀ କୂଳରେ ବୃକ୍ଷରୋପଣ କରି ମାଟି କ୍ଷୟ ରୋକିବାକୁ ହେବ । ଲୋକଙ୍କୁ ସଚେତନ କରି ନଦୀ ସୁରକ୍ଷାରେ ସାମିଲ କରାଯାଉ । ବ୍ରାହ୍ମଣୀକୁ ଚିରସ୍ରୋତା କରିବା ଦିଗରେ ସରକାର ଉଦ୍ୟମ କରିବେ ବୋଲି ଆଶା ରଖୁଛି ।: [1172, 361, 1492, 613]
solution-cell: D: [1340, 1952, 1359, 1967]
solution-cell: C: [1340, 1832, 1359, 1847]
column-rule-5: [746, 928, 747, 1500]
article-one-text: ଟ ଛୋଟ କଥାକୁ ନେଇ ଅଡ଼ୁଆ ସୃଷ୍ଟି ହେବା ଏବଂ ତାକୁ ନେଇ ଅନେକ ମାମଲା ରହିଛି । ହେଲେ ବିହାରରେ ଏଥର ଗାଁ ଗହଳିରେ ଘଟିଥିବା ଘଟଣାଟି ଚର୍ଚ୍ଚାକୁ ଆସିଛି । ଗୋଟିଏ କୁକୁରକୁ ନେଇ ଦୁଇ ଗୋଷ୍ଠୀ ମଧ୍ୟରେ ହିଂସା ଲାଗିଥିଲା । ଘଟଣାଟି ପଡ଼ୋଶୀଙ୍କ ଭିତରେ ଘଟିଥିବାରୁ ଏହା ଏବେ ସବୁଆଡ଼େ ଆଲୋଚନାର ବିଷୟ ପାଲଟିଛି । ମୁଜଫରପୁର ଜିଲାର ଏକ ଗାଁରେ ଜଣେ ଲୋକ ତାଙ୍କ କୁକୁରକୁ ବୁଲାଇବାକୁ ନେଇଥିଲେ । ଏହି ସମୟରେ ଗୋଟିଏ ଗାଁର ଲୋକଙ୍କ ସହ କଳି ଲାଗିଥିଲା । ଗାଁ ଲୋକେ ମିଶି ତାଙ୍କୁ ଆକ୍ରମଣ କରି ସମ୍ପତ୍ତି ନଷ୍ଟ କରିଥିଲେ । ପୋଲିସ ଏହି ମାମଲାରେ ଅନେକଙ୍କୁ ଗିରଫ କରିଛି । ସମସ୍ତେ କହୁଛନ୍ତି ଯେ ଏତେ ଛୋଟ କଥାରେ ଏତେ ବଡ଼ ଝଗଡ଼ା ହେବା ଦୁଃଖଦ । ସ୍ଥାନୀୟ ପ୍ରଶାସନ ଶାନ୍ତି ବଜାୟ ରଖିବା ପାଇଁ ପଦକ୍ଷେପ ନେଇଛି ଏବଂ ଗାଁରେ ପୋଲିସ ମୁତୟନ କରାଯାଇଛି । ଲୋକଙ୍କ ମଧ୍ୟରେ ସଦ୍ଭାବ ରକ୍ଷା କରିବା ପାଇଁ ବୈଠକ ଡକାଯାଇଛି । କିନ୍ତୁ ଏହି ଘଟଣା ସମାଜରେ ବଢ଼ୁଥିବା ଅସହିଷ୍ଣୁତାକୁ ଦର୍ଶାଉଛି ବୋଲି ବିଶେଷଜ୍ଞ ମତ ଦେଇଛନ୍ତି । ଗାଁର ବୟସ୍କ ଲୋକେ କହନ୍ତି ଯେ ପୂର୍ବରୁ ଏମିତି କେବେ ହୋଇନଥିଲା । ପୋଲିସ ତଦନ୍ତ ଜାରି ରଖିଛି ଏବଂ ଦୋଷୀଙ୍କ ବିରୋଧରେ କାର୍ଯ୍ୟାନୁଷ୍ଠାନ ନିଆଯିବ ବୋଲି କହିଛି ।: [8, 59, 334, 362]
sudoku-cell[interactable]: [1330, 1634, 1358, 1654]
quote-text: ଏ ପୃଥିବୀର ସ୍ୱର୍ଗରେ ପେଶୀ ସବୁ ସ୍ୱର୍ଗ ରହିଛି- ସେଗୁଡିକ ନିଶ୍ଚୟ ମହାନ୍ ଓ ବିସ୍ମୟକର । କିନ୍ତୁ ତୁମ ନିଜ ଭିତରେ ଲୁଚିରହିଥିବା ସ୍ୱର୍ଗ କିନ୍ତୁ ଅଧିକ ମହାନ ଓ ବିସ୍ମୟକର । ସେହି ସ୍ୱର୍ଗର ନନ୍ଦନକାନନ ବିଷୟ ଉଦ୍ଘାଟନ କରିବା ପାଇଁ କାର୍ଯ୍ୟ ଲାଗି ଅପେକ୍ଷାରତ: [355, 13, 979, 41]
print-mark-2: [352, 2314, 370, 2328]
photo-body: [649, 1901, 735, 1941]
sudoku-cell[interactable]: [1414, 1594, 1442, 1614]
solution-cell: C: [1415, 1952, 1434, 1967]
print-mark-3: [642, 2314, 660, 2328]
solution-cell: 7: [1303, 1922, 1322, 1937]
article-one-body: [8, 55, 334, 448]
sudoku-cell[interactable]: [1442, 1674, 1470, 1694]
solution-cell: C: [1340, 1847, 1359, 1862]
headline-three-col-one: [8, 1515, 334, 2294]
solution-cell: 0: [1415, 1892, 1434, 1907]
sudoku-cell[interactable]: [1190, 1734, 1218, 1754]
sudoku-cell[interactable]: [1274, 1594, 1302, 1614]
solution-cell: A: [1433, 1832, 1452, 1847]
flashback-label-two: ତଳର ଧରିତ୍ରୀ: [44, 646, 141, 666]
solution-cell: 6: [1433, 1877, 1452, 1892]
contact-note-one: (Use only for letters to Editor, news & news photos): [1189, 1387, 1475, 1400]
registration-dot-yellow-3: [1422, 2314, 1436, 2328]
headline-three-col-three: ଗୋଟିଏ ଦିନ ମୋ ମାଲିକ ମୋ ପିଠିରେ ଅଧିକ ବୋଝ ଲଦିଦେଲା । ମୁଁ ଚାଲି ନପାରି ବସିପଡ଼ିଲି । ସେ ମୋତେ ବାଡ଼ିରେ ପିଟିଲା ଓ କହିଲା - ଗଧ କେଉଁଠିକାର ! ମୁଁ ଭାବିଲି, ଯଦି ମୋ ଯାଗାରେ ସେ ଥାଆନ୍ତା, ତା'ହେଲେ ବୁଝିଥାଆନ୍ତା । କିନ୍ତୁ ମଣିଷ ଅନ୍ୟର କଷ୍ଟ ବୁଝେନି । ନିଜ ସୁଖ ପାଇଁ ଅନ୍ୟକୁ କଷ୍ଟ ଦେବା ତାର ସ୍ୱଭାବ । ମୁଁ ଶୁଣିଛି ଯେ ଗାନ୍ଧିଜୀ କହିଥିଲେ, ଜଣେ ଜାତିର ମହାନତା ସେ ତାର ପଶୁମାନଙ୍କ ସହ କିପରି ବ୍ୟବହାର କରେ ସେଥିରୁ ଜଣାପଡ଼େ । ଆଜି ମଣିଷ ନିଜକୁ ସଭ୍ୟ ବୋଲି କହୁଛି, ମାତ୍ର ନିରୀହ ପ୍ରାଣୀଙ୍କ ପ୍ରତି ତାର ଦୟା ନାହିଁ । ମୋ ଭଳି ଅନେକ ଗଧ ରାସ୍ତାରେ ଆହତ ହୋଇ ପଡ଼ିରହୁଛନ୍ତି । ବୁଢ଼ା ହେଲେ ମାଲିକ ଛାଡ଼ିଦେଉଛି । ତଥାପି ମୁଁ ମଣିଷକୁ ଘୃଣା କରେନି । ମୁଁ ଚାହେଁ ମଣିଷ ସଚେତନ ହେଉ, ନିଜ ଭାଷାରୁ ଏହି ଅପବାଦକୁ ହଟାଉ । ମୋତେ ମୋର ପ୍ରାପ୍ୟ ସମ୍ମାନ ମିଳୁ । କାରଣ ମୁଁ ମଧ୍ୟ ଏହି ପୃଥିବୀର ଏକ ଅଂଶ, ଏବଂ ମୋର ମଧ୍ୟ ବଞ୍ଚିବାର ଅଧିକାର ଅଛି ।: [754, 1641, 1146, 1825]
solution-cell: 7: [1303, 1952, 1322, 1967]
solution-cell: 0: [1359, 1847, 1378, 1862]
sudoku-cell[interactable]: [1274, 1674, 1302, 1694]
sudoku-panel: [1172, 1520, 1492, 2300]
sudoku-cell[interactable]: 9: [1386, 1634, 1414, 1654]
column-rule-2: [746, 220, 747, 780]
chirantani-poem: ଚାକରର ପାଗ ବିଶେଷ ଦିଆଗଲା ଛାଣି, ସକଳ ଜିନିଷ ଖୋଲି ଦିଆଯିବ ଜାଣି, ଚାରିଆଡ଼ ଖୋଲିଛି ସେ ପୁଣ ଉଜିଯିବ ଅଟ ଜାଣି ପ୍ରାଣ ଯଦ, ରୁକ ନ ନଇଁବା ମୋର ନିଗ୍ରା ପଦ, ଉଠରେ ଭୁରୁ ଚାଳନ କାଳେ କବିତାର ନାମ ଜାଣ ପୁଲକି ପୁଲକି ନାଚି ଉଠ ଆରେ ପ୍ରାଣ! (ବର୍ଷା ଗାତି): [1234, 61, 1391, 194]
sudoku-cell[interactable]: [1218, 1634, 1246, 1654]
registration-dot-magenta-3: [1406, 2314, 1420, 2328]
sudoku-cell[interactable]: [1246, 1734, 1274, 1754]
solution-cell: 6: [1322, 1877, 1341, 1892]
solution-cell: E: [1303, 1892, 1322, 1907]
sudoku-cell[interactable]: B: [1442, 1594, 1470, 1614]
solution-cell: D: [1359, 1922, 1378, 1937]
quote-box: [345, 6, 1141, 84]
sudoku-cell[interactable]: [1330, 1714, 1358, 1734]
sudoku-cell[interactable]: [1274, 1734, 1302, 1754]
sudoku-cell[interactable]: [1190, 1634, 1218, 1654]
masthead-title: ଏଇ ଭାରତରେ: [10, 8, 216, 48]
solution-cell: E: [1470, 1847, 1489, 1862]
solution-cell: 5: [1433, 1937, 1452, 1952]
solution-cell: 1: [1377, 1862, 1396, 1877]
sudoku-cell[interactable]: [1442, 1734, 1470, 1754]
sudoku-cell[interactable]: [1358, 1694, 1386, 1714]
sudoku-cell[interactable]: [1246, 1634, 1274, 1654]
section-rule-middle-top: [8, 802, 1150, 804]
sudoku-cell[interactable]: [1414, 1734, 1442, 1754]
sudoku-cell[interactable]: [1330, 1654, 1358, 1674]
solution-cell: 7: [1452, 1877, 1471, 1892]
sudoku-cell[interactable]: [1302, 1634, 1330, 1654]
sudoku-cell[interactable]: [1330, 1594, 1358, 1614]
solution-cell: 1: [1340, 1817, 1359, 1832]
solution-cell: 0: [1415, 1907, 1434, 1922]
author-photo: [640, 1830, 742, 1938]
sudoku-cell[interactable]: A: [1190, 1614, 1218, 1634]
solution-cell: 3: [1396, 1862, 1415, 1877]
registration-dot-cyan-3: [1390, 2314, 1404, 2328]
sudoku-cell[interactable]: 9: [1218, 1614, 1246, 1634]
solution-cell: C: [1396, 1892, 1415, 1907]
column-rule-4: [338, 840, 339, 1500]
headline-two-address: ନିମ୍ପଲି, କଟକ, ମୋ: ୯୯୩୭୪୫୩୭୪୩: [975, 1481, 1142, 1494]
sudoku-cell[interactable]: [1190, 1594, 1218, 1614]
solution-cell: C: [1359, 1907, 1378, 1922]
headline-two-col-one-text: ମର ଆର୍ଯ୍ୟ ଋଷିମାନେ କାମନା କରୁଥିଲେ ଶତାୟୁ ହେବା ପାଇଁ । ଜୀବେମ ଶରଦଃ ଶତମ୍ - ଅର୍ଥାତ୍ ଶହେ ବର୍ଷ ବଞ୍ଚନ୍ତୁ । ବେଦ ମନ୍ତ୍ରରେ ଏହି ପ୍ରାର୍ଥନା ବାରମ୍ବାର ଦେଖାଯାଏ । ଆଜିର ଯୁଗରେ ବି ସମସ୍ତେ ଦୀର୍ଘ ଓ ସୁସ୍ଥ ଜୀବନ ବଞ୍ଚିବାକୁ ଚାହାନ୍ତି । ହେଲେ ଆଧୁନିକ ଜୀବନଶୈଳୀ, ଚାପ, ଅସ୍ୱାସ୍ଥ୍ୟକର ଖାଦ୍ୟ, ବ୍ୟାୟାମର ଅଭାବ ଆଦି କାରଣରୁ ଅନେକ ଲୋକ ଅଳ୍ପ ବୟସରେ ରୋଗଗ୍ରସ୍ତ ହେଉଛନ୍ତି । ମଧୁମେହ, ଉଚ୍ଚ ରକ୍ତଚାପ, ହୃଦ୍‌ରୋଗ ଓ କର୍କଟ ଭଳି ରୋଗ ବଢ଼ି ଚାଲିଛି । ସୁସ୍ଥ ଜୀବନ ପାଇଁ ସନ୍ତୁଳିତ ଖାଦ୍ୟ, ନିୟମିତ ବ୍ୟାୟାମ, ପର୍ଯ୍ୟାପ୍ତ ନିଦ୍ରା ଓ ମାନସିକ ଶାନ୍ତି ଜରୁରୀ । ଯୋଗ ଓ ପ୍ରାଣାୟାମ ଶରୀର ଓ ମନ ଉଭୟକୁ ସୁସ୍ଥ ରଖେ । ପ୍ରତିଦିନ ସକାଳେ ଉଠି ଚାଲିବା, ଧୂମପାନ ଓ ମଦ୍ୟପାନରୁ ଦୂରେଇ ରହିବା, ଅଧିକ ତେଲ ଓ ଲୁଣ ଖାଦ୍ୟ ପରିହାର କରିବା ଦରକାର । ପରିବାର ଓ ସମାଜ ସହ ସୁସମ୍ପର୍କ ରଖିବା ମଧ୍ୟ ଦୀର୍ଘାୟୁ ପାଇଁ ସହାୟକ । ସକାରାତ୍ମକ ଚିନ୍ତାଧାରା ଓ ହସଖୁସି ଜୀବନ ଅନେକ ରୋଗକୁ ଦୂରେଇ ରଖେ । ନିୟମିତ ସ୍ୱାସ୍ଥ୍ୟ ପରୀକ୍ଷା କରାଇ ରୋଗକୁ ପ୍ରାରମ୍ଭରୁ ଚିହ୍ନଟ କରିବା ଉଚିତ ।: [8, 841, 334, 1093]
solution-cell: 7: [1396, 1937, 1415, 1952]
letter-one-sign-one: ସୁଶାନ୍ତ କୁମାର ଷଡ଼ଙ୍ଗୀ, ଆଳଙ୍କର: [1337, 813, 1492, 826]
sudoku-cell[interactable]: [1442, 1634, 1470, 1654]
sudoku-cell[interactable]: [1218, 1714, 1246, 1734]
sudoku-cell[interactable]: [1358, 1674, 1386, 1694]
solution-cell: 6: [1322, 1817, 1341, 1832]
solution-cell: 0: [1470, 1817, 1489, 1832]
sudoku-grid[interactable]: [1188, 1572, 1472, 1776]
sudoku-cell[interactable]: [1302, 1574, 1330, 1594]
